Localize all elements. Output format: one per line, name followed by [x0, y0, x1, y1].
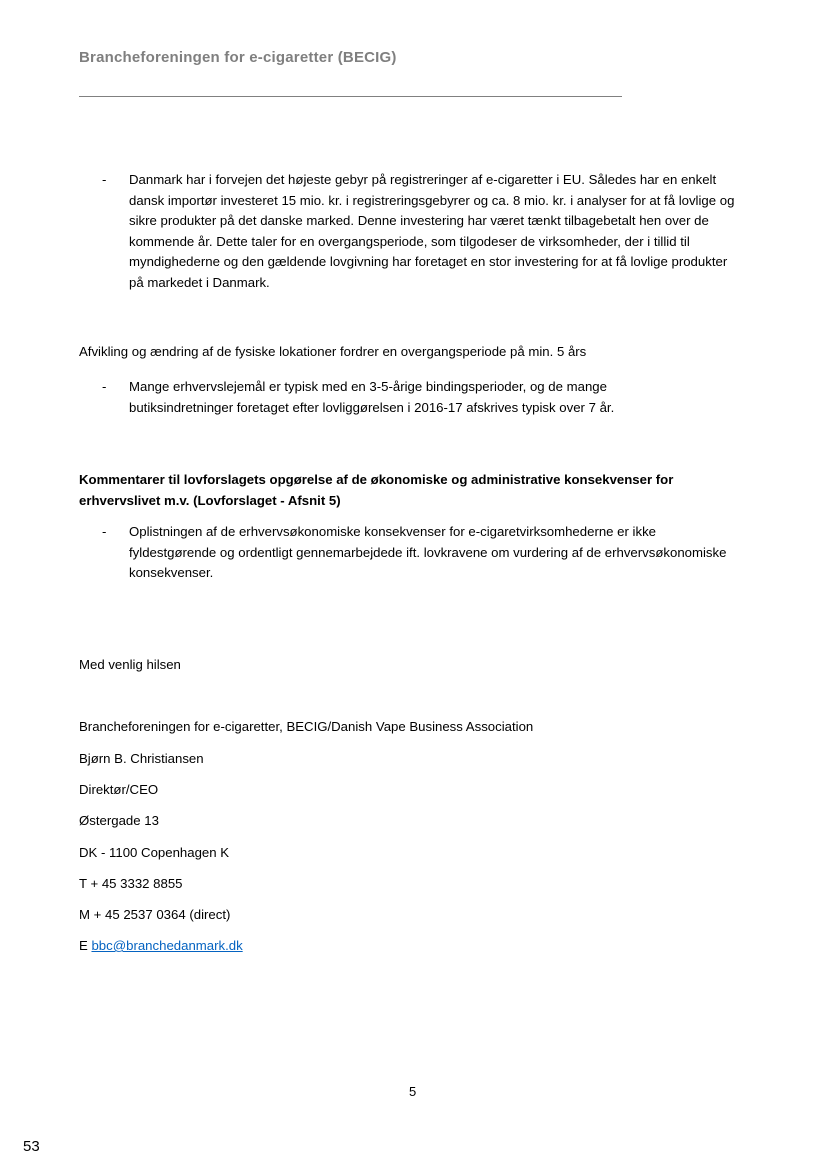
bullet-dash: - [102, 379, 107, 394]
email-prefix: E [79, 938, 92, 953]
bullet-text: Oplistningen af de erhvervsøkonomiske konsekvenser for e-cigaretvirksomhederne er ikke fyldestgørende og ordentligt gennemarbejdede ift. lovkravene om vurdering af de erhvervsøkonomiske konsekvenser. [129, 524, 727, 580]
bullet-item-leases [79, 377, 699, 418]
bullet-dash: - [102, 524, 107, 539]
signature-mobile: M + 45 2537 0364 (direct) [79, 907, 231, 922]
bullet-item-consequences [79, 522, 744, 584]
signature-city: DK - 1100 Copenhagen K [79, 845, 230, 860]
document-header: Brancheforeningen for e-cigaretter (BECIG) [79, 49, 397, 66]
header-divider [79, 96, 622, 97]
bullet-dash: - [102, 172, 107, 187]
side-page-number: 53 [23, 1138, 40, 1155]
section-heading: Kommentarer til lovforslagets opgørelse af de økonomiske og administrative konsekvenser for erhvervslivet m.v. (Lovforslaget - Afsnit 5) [79, 472, 674, 508]
closing-greeting: Med venlig hilsen [79, 657, 181, 672]
bullet-text: Mange erhvervslejemål er typisk med en 3-5-årige bindingsperioder, og de mange butiksindretninger foretaget efter lovliggørelsen i 2016-17 afskrives typisk over 7 år. [129, 379, 615, 415]
signature-name: Bjørn B. Christiansen [79, 751, 204, 766]
signature-street: Østergade 13 [79, 813, 159, 828]
paragraph-afvikling: Afvikling og ændring af de fysiske lokationer fordrer en overgangsperiode på min. 5 års [79, 344, 587, 359]
bullet-item-registration-fees [79, 170, 744, 293]
email-link[interactable]: bbc@branchedanmark.dk [91, 938, 243, 953]
bullet-text: Danmark har i forvejen det højeste gebyr på registreringer af e-cigaretter i EU. Således har en enkelt dansk importør investeret 15 mio. kr. i registreringsgebyrer og ca. 8 mio. kr. i analyser for at få lovlige og sikre produkter på det danske marked. Denne investering har været tænkt tilbagebetalt hen over de kommende år. Dette taler for en overgangsperiode, som tilgodeser de virksomheder, der i tillid til myndighederne og den gældende lovgivning har foretaget en stor investering for at få lovlige produkter på markedet i Danmark. [129, 172, 735, 290]
signature-title: Direktør/CEO [79, 782, 159, 797]
signature-phone: T + 45 3332 8855 [79, 876, 183, 891]
signature-org: Brancheforeningen for e-cigaretter, BECIG/Danish Vape Business Association [79, 719, 534, 734]
page-number: 5 [409, 1084, 417, 1099]
signature-email-line [79, 938, 243, 953]
